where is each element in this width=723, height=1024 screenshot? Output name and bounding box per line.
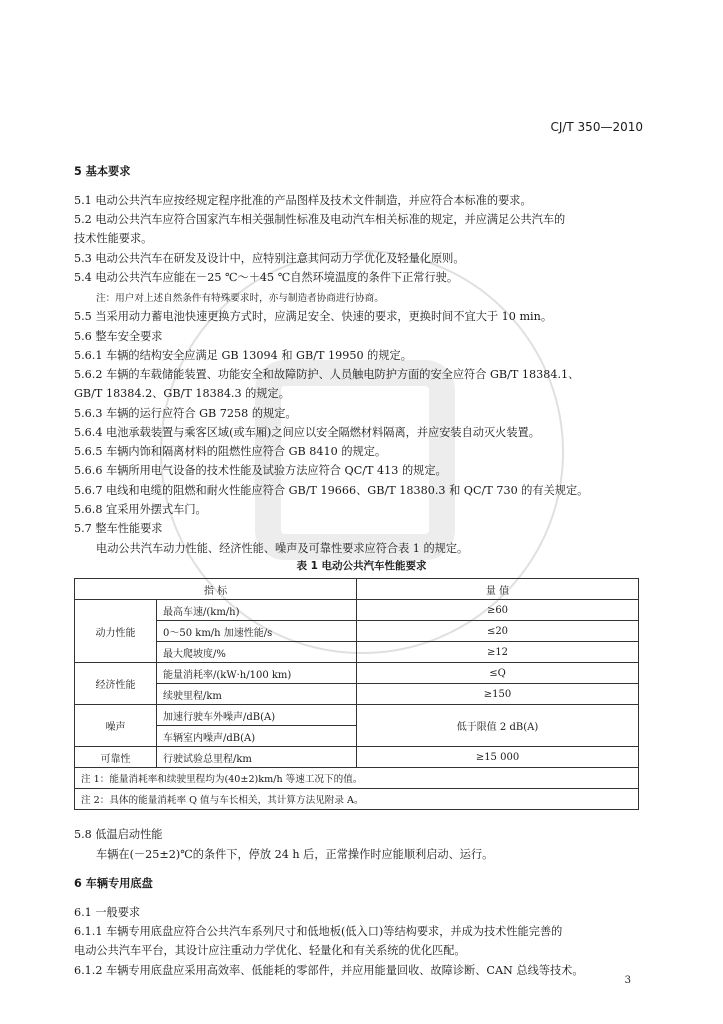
clause-6-1: 6.1 一般要求 (74, 906, 141, 919)
clause-5-6-5: 5.6.5 车辆内饰和隔离材料的阻燃性应符合 GB 8410 的规定。 (74, 445, 387, 458)
page-number: 3 (624, 975, 631, 986)
clause-5-4-note: 注：用户对上述自然条件有特殊要求时，亦与制造者协商进行协商。 (96, 293, 384, 304)
table-header-item: 指 标 (75, 579, 357, 600)
table-cell: 能量消耗率/(kW·h/100 km) (157, 663, 357, 684)
table-cell: 续驶里程/km (157, 684, 357, 705)
clause-5-8: 5.8 低温启动性能 (74, 828, 163, 841)
table-row (75, 684, 639, 705)
document-code: CJ/T 350—2010 (550, 120, 643, 134)
clause-6-1-2: 6.1.2 车辆专用底盘应采用高效率、低能耗的零部件，并应用能量回收、故障诊断、CAN 总线等技术。 (74, 964, 584, 977)
clause-5-8-text: 车辆在(－25±2)℃的条件下，停放 24 h 后，正常操作时应能顺利启动、运行。 (96, 848, 494, 861)
clause-5-4: 5.4 电动公共汽车应能在－25 ℃～＋45 ℃自然环境温度的条件下正常行驶。 (74, 271, 459, 284)
group-noise: 噪声 (75, 705, 157, 747)
clause-6-1-1-cont: 电动公共汽车平台，其设计应注重动力学优化、轻量化和有关系统的优化匹配。 (74, 944, 466, 957)
table-cell: ≥15 000 (357, 747, 639, 768)
clause-6-1-1: 6.1.1 车辆专用底盘应符合公共汽车系列尺寸和低地板(低入口)等结构要求，并成为技术性能完善的 (74, 925, 563, 938)
clause-5-3: 5.3 电动公共汽车在研发及设计中，应特别注意其问动力学优化及轻量化原则。 (74, 252, 465, 265)
table-cell: ≥150 (357, 684, 639, 705)
table-cell: 加速行驶车外噪声/dB(A) (157, 705, 357, 726)
clause-5-6-1: 5.6.1 车辆的结构安全应满足 GB 13094 和 GB/T 19950 的规定。 (74, 349, 412, 362)
table-note-1: 注 1：能量消耗率和续驶里程均为(40±2)km/h 等速工况下的值。 (75, 768, 639, 789)
clause-5-5: 5.5 当采用动力蓄电池快速更换方式时，应满足安全、快速的要求，更换时间不宜大于 10 min。 (74, 310, 553, 323)
clause-5-6-7: 5.6.7 电线和电缆的阻燃和耐火性能应符合 GB/T 19666、GB/T 18380.3 和 QC/T 730 的有关规定。 (74, 484, 589, 497)
table-cell: ≥12 (357, 642, 639, 663)
table-cell: 行驶试验总里程/km (157, 747, 357, 768)
table-note-row (75, 789, 639, 810)
table-cell: ≤Q (357, 663, 639, 684)
table-note-row (75, 768, 639, 789)
clause-5-6-8: 5.6.8 宜采用外摆式车门。 (74, 503, 207, 516)
clause-5-6-6: 5.6.6 车辆所用电气设备的技术性能及试验方法应符合 QC/T 413 的规定。 (74, 464, 447, 477)
section-6-heading: 6 车辆专用底盘 (74, 877, 153, 890)
table-cell: ≤20 (357, 621, 639, 642)
table-header-row (75, 579, 639, 600)
section-5-heading: 5 基本要求 (74, 165, 131, 178)
table-header-value: 量 值 (357, 579, 639, 600)
table-title: 表 1 电动公共汽车性能要求 (296, 560, 427, 572)
table-row (75, 747, 639, 768)
clause-5-6: 5.6 整车安全要求 (74, 330, 163, 343)
clause-5-6-4: 5.6.4 电池承载装置与乘客区域(或车厢)之间应以安全隔燃材料隔离，并应安装自动灭火装置。 (74, 426, 540, 439)
table-cell: 最大爬坡度/% (157, 642, 357, 663)
clause-5-2: 5.2 电动公共汽车应符合国家汽车相关强制性标准及电动汽车相关标准的规定，并应满足公共汽车的 (74, 213, 566, 226)
group-economy: 经济性能 (75, 663, 157, 705)
table-row (75, 600, 639, 621)
group-reliability: 可靠性 (75, 747, 157, 768)
table-cell: ≥60 (357, 600, 639, 621)
table-row (75, 642, 639, 663)
table-cell: 0～50 km/h 加速性能/s (157, 621, 357, 642)
clause-5-1: 5.1 电动公共汽车应按经规定程序批准的产品图样及技术文件制造，并应符合本标准的要求。 (74, 194, 532, 207)
table-row (75, 621, 639, 642)
table-note-2: 注 2：具体的能量消耗率 Q 值与车长相关，其计算方法见附录 A。 (75, 789, 639, 810)
table-cell: 低于限值 2 dB(A) (357, 705, 639, 747)
group-power: 动力性能 (75, 600, 157, 663)
table-row (75, 663, 639, 684)
clause-5-6-2-cont: GB/T 18384.2、GB/T 18384.3 的规定。 (74, 387, 290, 400)
clause-5-2-cont: 技术性能要求。 (74, 232, 153, 245)
table-cell: 车辆室内噪声/dB(A) (157, 726, 357, 747)
clause-5-7-text: 电动公共汽车动力性能、经济性能、噪声及可靠性要求应符合表 1 的规定。 (96, 542, 469, 555)
table-row (75, 705, 639, 726)
performance-table (74, 578, 639, 810)
clause-5-7: 5.7 整车性能要求 (74, 522, 163, 535)
clause-5-6-2: 5.6.2 车辆的车载储能装置、功能安全和故障防护、人员触电防护方面的安全应符合 GB/T 18384.1、 (74, 368, 580, 381)
table-cell: 最高车速/(km/h) (157, 600, 357, 621)
clause-5-6-3: 5.6.3 车辆的运行应符合 GB 7258 的规定。 (74, 407, 297, 420)
